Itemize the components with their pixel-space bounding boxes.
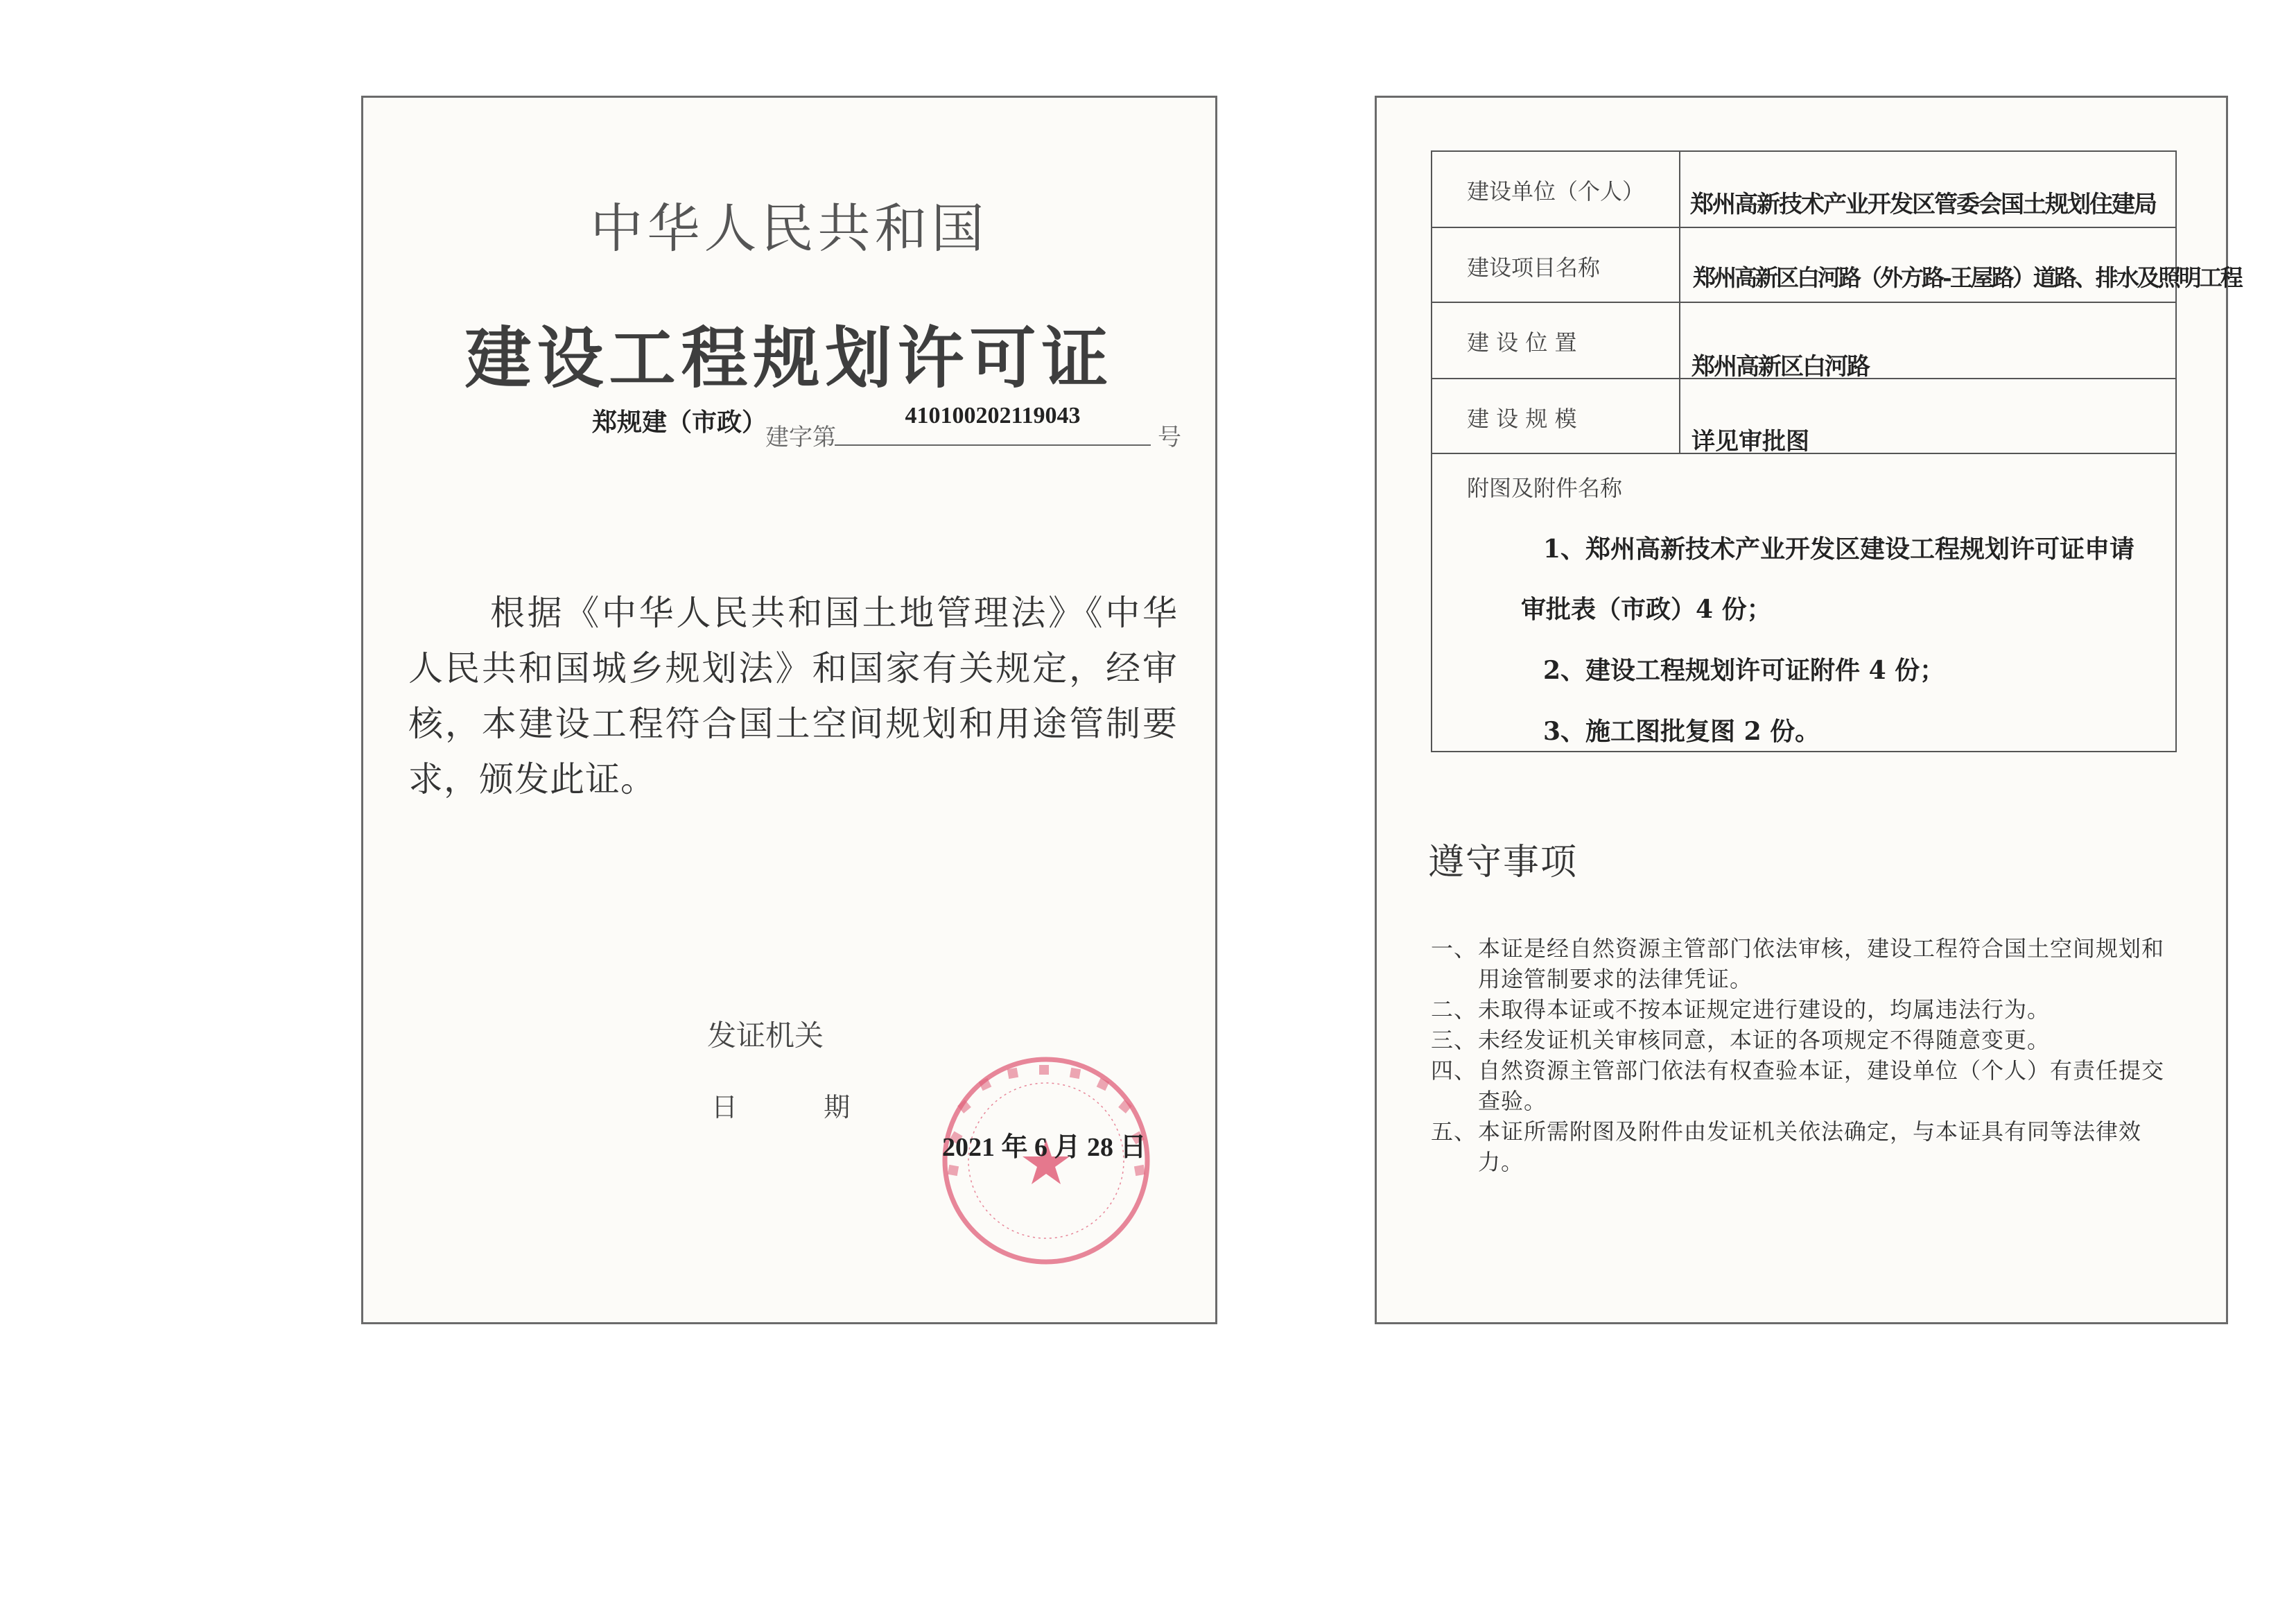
table-row-location (1432, 303, 2175, 379)
row-value: 郑州高新区白河路（外方路-王屋路）道路、排水及照明工程 (1693, 264, 2241, 291)
certificate-body-text: 根据《中华人民共和国土地管理法》《中华人民共和国城乡规划法》和国家有关规定，经审核，本建设工程符合国土空间规划和用途管制要求，颁发此证。 (408, 593, 1178, 799)
certificate-number-prefix: 郑规建（市政） (592, 408, 767, 437)
country-name: 中华人民共和国 (590, 198, 989, 259)
certificate-number-char: 建字第 (765, 424, 836, 451)
certificate-detail-page (1375, 96, 2241, 1324)
row-label: 建 设 规 模 (1467, 406, 1577, 432)
rules-list (1431, 933, 2186, 1177)
attachment-item: 3、施工图批复图 2 份。 (1543, 717, 1820, 746)
rule-item: 五、 本证所需附图及附件由发证机关依法确定，与本证具有同等法律效力。 (1431, 1118, 2142, 1175)
rule-item: 四、 自然资源主管部门依法有权查验本证，建设单位（个人）有责任提交查验。 (1431, 1057, 2165, 1114)
rule-item: 一、 本证是经自然资源主管部门依法审核，建设工程符合国土空间规划和用途管制要求的法律凭证。 (1431, 935, 2165, 992)
certificate-number: 410100202119043 (905, 403, 1081, 428)
certificate-number-suffix: 号 (1158, 424, 1181, 451)
row-value: 详见审批图 (1691, 428, 1809, 456)
certificate-title: 建设工程规划许可证 (464, 320, 1114, 397)
certificate-number-underline (835, 444, 1151, 446)
issue-date: 2021 年 6 月 28 日 (942, 1133, 1147, 1162)
attachment-item: 1、郑州高新技术产业开发区建设工程规划许可证申请 (1543, 535, 2135, 564)
row-value: 郑州高新技术产业开发区管委会国土规划住建局 (1690, 191, 2156, 218)
attachment-item: 2、建设工程规划许可证附件 4 份； (1543, 656, 1945, 685)
rule-item: 二、 未取得本证或不按本证规定进行建设的，均属违法行为。 (1431, 996, 2051, 1023)
rule-item: 三、 未经发证机关审核同意，本证的各项规定不得随意变更。 (1431, 1027, 2051, 1053)
issuing-authority-label: 发证机关 (707, 1018, 824, 1052)
row-value: 郑州高新区白河路 (1691, 353, 1869, 381)
row-label: 建设项目名称 (1467, 254, 1601, 281)
table-row-project-name (1432, 228, 2241, 303)
row-label: 建 设 位 置 (1467, 329, 1577, 356)
date-label: 日 期 (711, 1092, 889, 1122)
table-row-unit (1432, 152, 2175, 228)
row-label: 建设单位（个人） (1467, 178, 1645, 205)
attachment-item: 审批表（市政）4 份； (1521, 595, 1772, 624)
rules-title: 遵守事项 (1428, 842, 1578, 883)
attachments-label: 附图及附件名称 (1467, 475, 1623, 501)
certificate-front-page (361, 96, 1217, 1324)
project-info-table (1431, 150, 2241, 752)
table-row-scale (1432, 379, 2175, 454)
